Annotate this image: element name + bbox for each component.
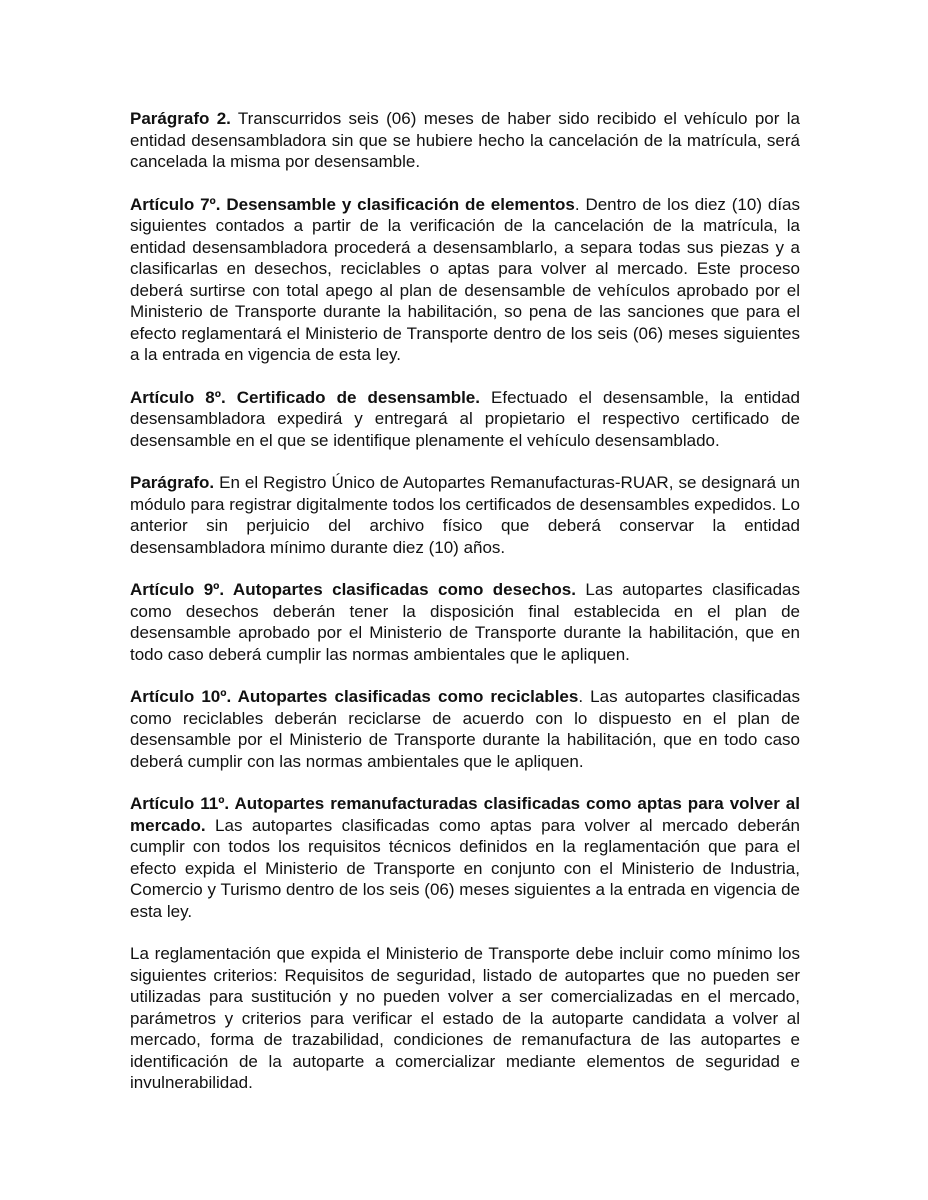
paragraph-body: Efectuado el desensamble, la entidad desensambladora expedirá y entregará al propietario el respectivo certificado de desensamble en el que se identifique plenamente el vehículo desensamblado.	[130, 387, 800, 450]
paragraph-body: Las autopartes clasificadas como desechos deberán tener la disposición final establecida en el plan de desensamble aprobado por el Ministerio de Transporte durante la habilitación, que en todo caso deberá cumplir las normas ambientales que le apliquen.	[130, 580, 800, 664]
paragraph-body: La reglamentación que expida el Ministerio de Transporte debe incluir como mínimo los siguientes criterios: Requisitos de seguridad, listado de autopartes que no pueden ser utilizadas para sustitución y no pueden volver a ser comercializadas en el mercado, parámetros y criterios para verificar el estado de la autoparte candidata a volver al mercado, forma de trazabilidad, condiciones de remanufactura de las autopartes e identificación de la autoparte a comercializar mediante elementos de seguridad e invulnerabilidad.	[130, 944, 800, 1092]
paragraph-articulo-10	[130, 686, 800, 772]
paragraph-paragrafo-2	[130, 108, 800, 173]
paragraph-paragrafo	[130, 472, 800, 558]
document-page	[130, 108, 800, 1115]
paragraph-articulo-9	[130, 579, 800, 665]
paragraph-body: En el Registro Único de Autopartes Remanufacturas-RUAR, se designará un módulo para registrar digitalmente todos los certificados de desensambles expedidos. Lo anterior sin perjuicio del archivo físico que deberá conservar la entidad desensambladora mínimo durante diez (10) años.	[130, 473, 800, 557]
paragraph-heading: Artículo 11º. Autopartes remanufacturadas clasificadas como aptas para volver al mercado.	[130, 794, 800, 835]
paragraph-body: . Las autopartes clasificadas como reciclables deberán reciclarse de acuerdo con lo dispuesto en el plan de desensamble por el Ministerio de Transporte durante la habilitación, que en todo caso deberá cumplir con las normas ambientales que le apliquen.	[130, 687, 800, 771]
paragraph-heading: Artículo 8º. Certificado de desensamble.	[130, 387, 480, 407]
paragraph-heading: Parágrafo.	[130, 473, 215, 492]
paragraph-articulo-11	[130, 793, 800, 922]
paragraph-heading: Artículo 10º. Autopartes clasificadas como reciclables	[130, 687, 579, 706]
paragraph-body: Transcurridos seis (06) meses de haber sido recibido el vehículo por la entidad desensambladora sin que se hubiere hecho la cancelación de la matrícula, será cancelada la misma por desensamble.	[130, 109, 800, 171]
paragraph-reglamentacion	[130, 943, 800, 1094]
paragraph-body: Las autopartes clasificadas como aptas para volver al mercado deberán cumplir con todos los requisitos técnicos definidos en la reglamentación que para el efecto expida el Ministerio de Transporte en conjunto con el Ministerio de Industria, Comercio y Turismo dentro de los seis (06) meses siguientes a la entrada en vigencia de esta ley.	[130, 815, 800, 921]
paragraph-heading: Artículo 7º. Desensamble y clasificación de elementos	[130, 194, 575, 214]
paragraph-articulo-8	[130, 387, 800, 452]
paragraph-heading: Artículo 9º. Autopartes clasificadas como desechos.	[130, 580, 576, 599]
paragraph-heading: Parágrafo 2.	[130, 109, 231, 128]
paragraph-body: . Dentro de los diez (10) días siguientes contados a partir de la verificación de la cancelación de la matrícula, la entidad desensambladora procederá a desensamblarlo, a separa todas sus piezas y a clasificarlas en desechos, reciclables o aptas para volver al mercado. Este proceso deberá surtirse con total apego al plan de desensamble de vehículos aprobado por el Ministerio de Transporte durante la habilitación, so pena de las sanciones que para el efecto reglamentará el Ministerio de Transporte dentro de los seis (06) meses siguientes a la entrada en vigencia de esta ley.	[130, 194, 800, 364]
paragraph-articulo-7	[130, 194, 800, 366]
